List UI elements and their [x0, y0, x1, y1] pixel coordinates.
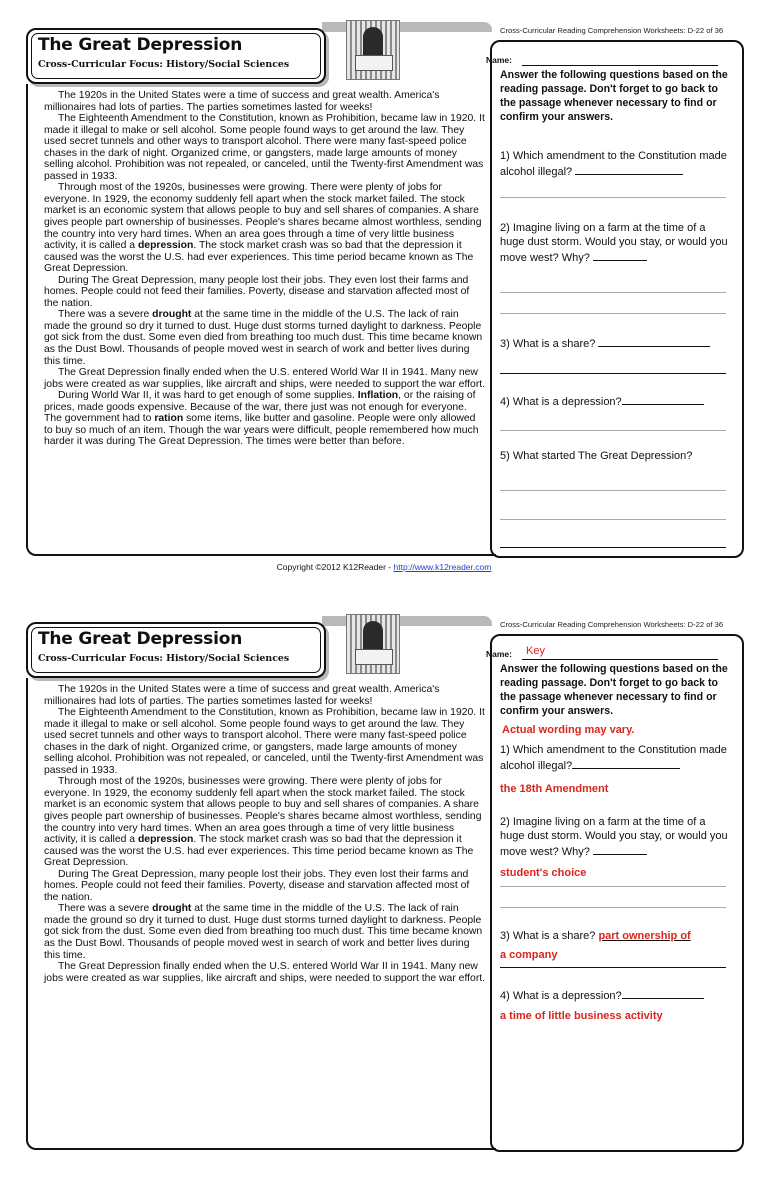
instructions: Answer the following questions based on the reading passage. Don't forget to go back to the passage whenever necessary to find or confirm your answers. [500, 663, 728, 717]
name-label: Name: [486, 649, 512, 659]
answer-line[interactable] [500, 967, 726, 968]
title-box [26, 28, 326, 84]
question-4: 4) What is a depression? [500, 393, 732, 409]
k12reader-link[interactable]: http://www.k12reader.com [393, 562, 492, 572]
title-box [26, 622, 326, 678]
historical-photo [346, 614, 400, 674]
answer-line[interactable] [500, 373, 726, 374]
answer-line[interactable] [500, 490, 726, 491]
worksheet-blank [0, 0, 768, 590]
question-5: 5) What started The Great Depression? [500, 450, 693, 462]
page-title: The Great Depression [38, 35, 243, 55]
passage-paragraph: The Great Depression finally ended when the U.S. entered World War II in 1941. Many new jobs were created as war supplies, like aircraft and ships, were needed to support the war effort. [44, 961, 486, 984]
answer-1: the 18th Amendment [500, 783, 609, 795]
question-1: 1) Which amendment to the Constitution made alcohol illegal? [500, 150, 727, 178]
answer-2: student's choice [500, 867, 587, 879]
name-field[interactable] [486, 645, 726, 663]
answer-3b: a company [500, 949, 558, 961]
worksheet-answer-key [0, 594, 768, 1184]
passage-paragraph: During The Great Depression, many people lost their jobs. They even lost their farms and homes. People could not feed their families. Poverty, disease and starvation affected most of the nation. [44, 868, 470, 903]
question-3: 3) What is a share? part ownership of [500, 930, 691, 942]
answer-line[interactable] [500, 292, 726, 293]
answer-line[interactable] [500, 547, 726, 548]
answer-line[interactable] [500, 197, 726, 198]
answer-line[interactable] [500, 313, 726, 314]
passage-paragraph: The Great Depression finally ended when the U.S. entered World War II in 1941. Many new jobs were created as war supplies, like aircraft and ships, were needed to support the war effort. [44, 367, 486, 390]
passage-paragraph: Through most of the 1920s, businesses were growing. There were plenty of jobs for everyone. In 1929, the economy suddenly fell apart when the stock market failed. The stock market is an economic system that allows people to buy and sell shares of companies. A share gives people part ownership of businesses. People's shares became almost worthless, sending the country into very hard times. When an area goes through a time of very little business activity, it is called a depression. The stock market crash was so bad that the depression it caused was the worst the U.S. had ever experiences. This time period became known as The Great Depression. [44, 182, 482, 275]
reading-passage [44, 90, 486, 448]
question-4: 4) What is a depression? [500, 987, 732, 1003]
reading-passage [44, 684, 486, 984]
passage-paragraph: The Eighteenth Amendment to the Constitution, known as Prohibition, became law in 1920. It made it illegal to make or sell alcohol. Some people found ways to get around the law. They used secret tunnels and other ways to transport alcohol. There were many fast-speed police chases in the dark of night. Organized crime, or gangsters, made large amounts of money selling alcohol. Prohibition was not repealed, or canceled, until the Twenty-first Amendment was passed in 1933. [44, 707, 485, 776]
page-title: The Great Depression [38, 629, 243, 649]
passage-paragraph: The Eighteenth Amendment to the Constitution, known as Prohibition, became law in 1920. It made it illegal to make or sell alcohol. Some people found ways to get around the law. They used secret tunnels and other ways to transport alcohol. There were many fast-speed police chases in the dark of night. Organized crime, or gangsters, made large amounts of money selling alcohol. Prohibition was not repealed, or canceled, until the Twenty-first Amendment was passed in 1933. [44, 113, 485, 182]
historical-photo [346, 20, 400, 80]
name-label: Name: [486, 55, 512, 65]
question-2: 2) Imagine living on a farm at the time of a huge dust storm. Would you stay, or would you move west? Why? [500, 222, 728, 264]
question-3: 3) What is a share? [500, 335, 732, 351]
copyright: Copyright ©2012 K12Reader - http://www.k12reader.com [276, 562, 492, 572]
page-info: Cross-Curricular Reading Comprehension Worksheets: D-22 of 36 [500, 26, 724, 35]
passage-paragraph: During World War II, it was hard to get enough of some supplies. Inflation, or the raising of prices, made goods expensive. Because of the war, there just was not enough for everyone. The government had to ration some items, like butter and gasoline. People were only allowed to buy so much of an item. Though the war years were difficult, people remembered how much harder it was during The Great Depression. The times were better than before. [44, 390, 479, 448]
page-subtitle: Cross-Curricular Focus: History/Social Sciences [38, 59, 290, 70]
name-value: Key [526, 645, 545, 657]
passage-paragraph: Through most of the 1920s, businesses were growing. There were plenty of jobs for everyone. In 1929, the economy suddenly fell apart when the stock market failed. The stock market is an economic system that allows people to buy and sell shares of companies. A share gives people part ownership of businesses. People's shares became almost worthless, sending the country into very hard times. When an area goes through a time of very little business activity, it is called a depression. The stock market crash was so bad that the depression it caused was the worst the U.S. had ever experiences. This time period became known as The Great Depression. [44, 776, 482, 869]
answer-line[interactable] [500, 519, 726, 520]
answer-line[interactable] [500, 886, 726, 887]
passage-paragraph: During The Great Depression, many people lost their jobs. They even lost their farms and homes. People could not feed their families. Poverty, disease and starvation affected most of the nation. [44, 274, 470, 309]
answer-line[interactable] [500, 907, 726, 908]
passage-paragraph: There was a severe drought at the same time in the middle of the U.S. The lack of rain made the ground so dry it turned to dust. Huge dust storms turned daylight to darkness. People got sick from the dust. Some even died from breathing too much dust. This time became known as the Dust Bowl. Thousands of people moved west in search of work and better lives during this time. [44, 903, 483, 961]
question-2: 2) Imagine living on a farm at the time of a huge dust storm. Would you stay, or would you move west? Why? [500, 816, 728, 858]
answer-note: Actual wording may vary. [502, 724, 635, 736]
page-subtitle: Cross-Curricular Focus: History/Social Sciences [38, 653, 290, 664]
answer-line[interactable] [500, 430, 726, 431]
instructions: Answer the following questions based on the reading passage. Don't forget to go back to the passage whenever necessary to find or confirm your answers. [500, 69, 728, 123]
passage-paragraph: There was a severe drought at the same time in the middle of the U.S. The lack of rain made the ground so dry it turned to dust. Huge dust storms turned daylight to darkness. People got sick from the dust. Some even died from breathing too much dust. This time became known as the Dust Bowl. Thousands of people moved west in search of work and better lives during this time. [44, 309, 483, 367]
passage-paragraph: The 1920s in the United States were a time of success and great wealth. America's millionaires had lots of parties. The parties sometimes lasted for weeks! [44, 90, 440, 113]
name-field[interactable] [486, 55, 726, 69]
passage-paragraph: The 1920s in the United States were a time of success and great wealth. America's millionaires had lots of parties. The parties sometimes lasted for weeks! [44, 684, 440, 707]
answer-3a: part ownership of [598, 930, 691, 942]
question-1: 1) Which amendment to the Constitution made alcohol illegal? [500, 744, 727, 772]
answer-4: a time of little business activity [500, 1010, 663, 1022]
page-info: Cross-Curricular Reading Comprehension Worksheets: D-22 of 36 [500, 620, 724, 629]
